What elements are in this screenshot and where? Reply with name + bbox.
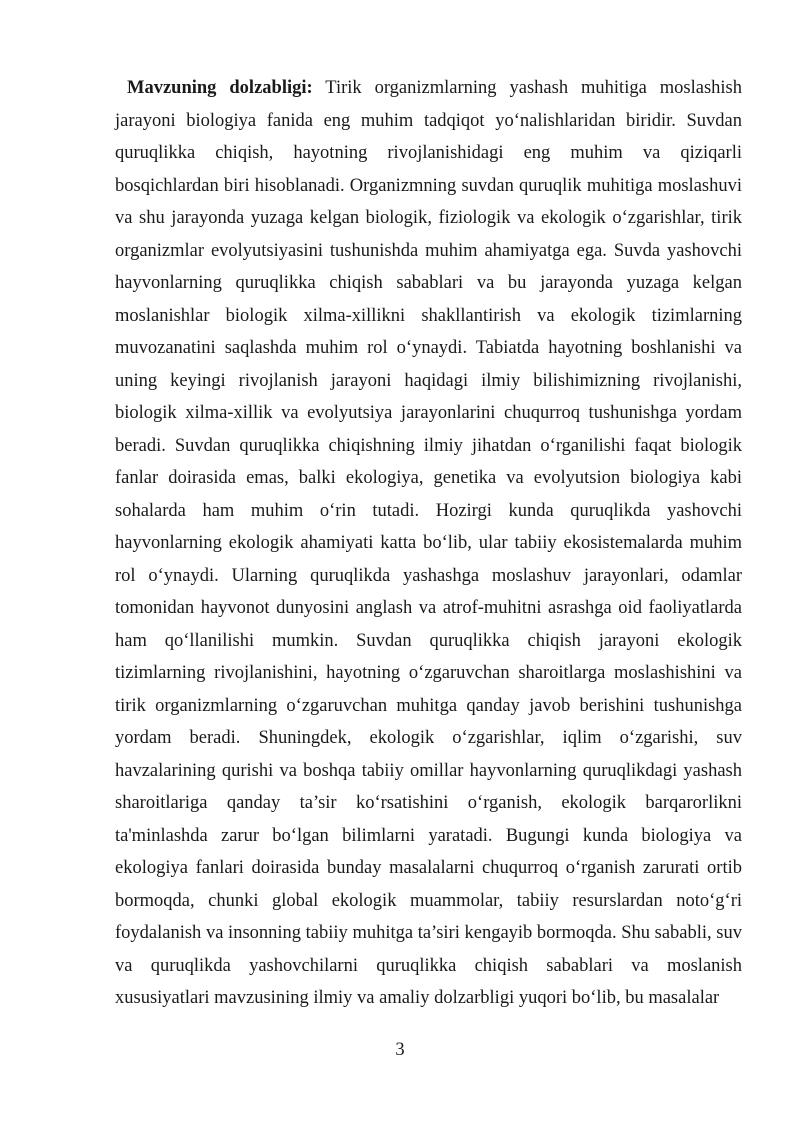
- page-number: 3: [395, 1040, 405, 1060]
- heading-lead: Mavzuning dolzabligi:: [127, 78, 313, 98]
- body-text: Tirik organizmlarning yashash muhitiga moslashish jarayoni biologiya fanida eng muhim tadqiqot yo‘nalishlaridan biridir. Suvdan quruqlikka chiqish, hayotning rivojlanishidagi eng muhim va qiziqarli bosqichlardan biri hisoblanadi. Organizmning suvdan quruqlik muhitiga moslashuvi va shu jarayonda yuzaga kelgan biologik, fiziologik va ekologik o‘zgarishlar, tirik organizmlar evolyutsiyasini tushunishda muhim ahamiyatga ega. Suvda yashovchi hayvonlarning quruqlikka chiqish sabablari va bu jarayonda yuzaga kelgan moslanishlar biologik xilma-xillikni shakllantirish va ekologik tizimlarning muvozanatini saqlashda muhim rol o‘ynaydi. Tabiatda hayotning boshlanishi va uning keyingi rivojlanish jarayoni haqidagi ilmiy bilishimizning rivojlanishi, biologik xilma-xillik va evolyutsiya jarayonlarini chuqurroq tushunishga yordam beradi. Suvdan quruqlikka chiqishning ilmiy jihatdan o‘rganilishi faqat biologik fanlar doirasida emas, balki ekologiya, genetika va evolyutsion biologiya kabi sohalarda ham muhim o‘rin tutadi. Hozirgi kunda quruqlikda yashovchi hayvonlarning ekologik ahamiyati katta bo‘lib, ular tabiiy ekosistemalarda muhim rol o‘ynaydi. Ularning quruqlikda yashashga moslashuv jarayonlari, odamlar tomonidan hayvonot dunyosini anglash va atrof-muhitni asrashga oid faoliyatlarda ham qo‘llanilishi mumkin. Suvdan quruqlikka chiqish jarayoni ekologik tizimlarning rivojlanishini, hayotning o‘zgaruvchan sharoitlarga moslashishini va tirik organizmlarning o‘zgaruvchan muhitga qanday javob berishini tushunishga yordam beradi. Shuningdek, ekologik o‘zgarishlar, iqlim o‘zgarishi, suv havzalarining qurishi va boshqa tabiiy omillar hayvonlarning quruqlikdagi yashash sharoitlariga qanday ta’sir ko‘rsatishini o‘rganish, ekologik barqarorlikni ta'minlashda zarur bo‘lgan bilimlarni yaratadi. Bugungi kunda biologiya va ekologiya fanlari doirasida bunday masalalarni chuqurroq o‘rganish zarurati ortib bormoqda, chunki global ekologik muammolar, tabiiy resurslardan noto‘g‘ri foydalanish va insonning tabiiy muhitga ta’siri kengayib bormoqda. Shu sababli, suv va quruqlikda yashovchilarni quruqlikka chiqish sabablari va moslanish xususiyatlari mavzusining ilmiy va amaliy dolzarbligi yuqori bo‘lib, bu masalalar: [115, 78, 742, 1008]
- body-paragraph: [115, 72, 742, 1015]
